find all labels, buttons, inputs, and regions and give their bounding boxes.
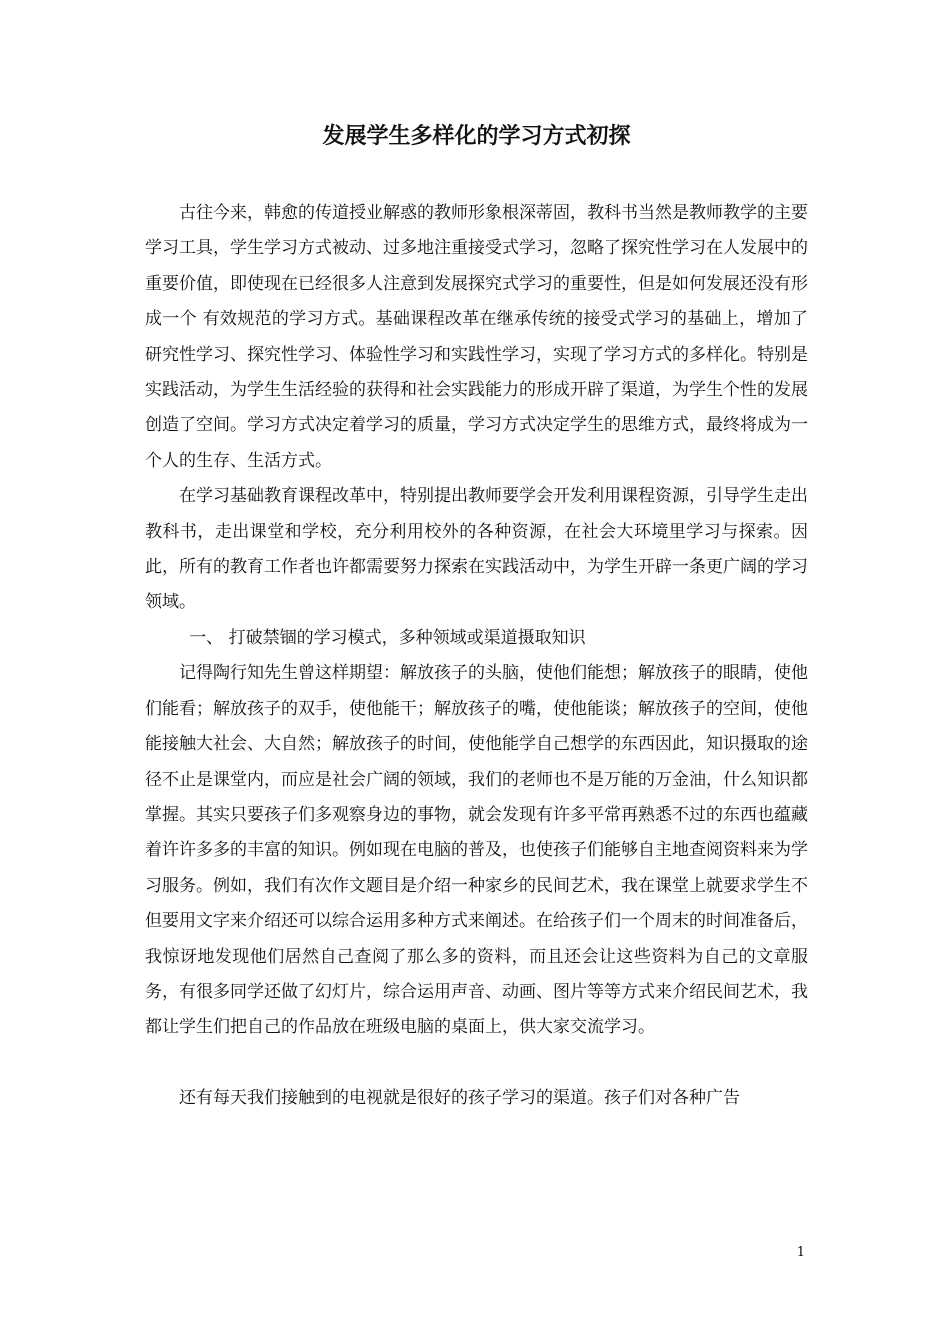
paragraph: 还有每天我们接触到的电视就是很好的孩子学习的渠道。孩子们对各种广告 <box>179 1087 740 1108</box>
paragraph: 古往今来，韩愈的传道授业解惑的教师形象根深蒂固，教科书当然是教师教学的主要学习工具，学生学习方式被动、过多地注重接受式学习，忽略了探究性学习在人发展中的重要价值，即使现在已经很多人注意到发展探究式学习的重要性，但是如何发展还没有形成一个 有效规范的学习方式。基础课程改革在继承传统的接受式学习的基础上，增加了研究性学习、探究性学习、体验性学习和实践性学习，实现了学习方式的多样化。特别是实践活动，为学生生活经验的获得和社会实践能力的形成开辟了渠道，为学生个性的发展创造了空间。学习方式决定着学习的质量，学习方式决定学生的思维方式，最终将成为一个人的生存、生活方式。 <box>145 203 808 471</box>
section-heading: 一、 打破禁锢的学习模式，多种领域或渠道摄取知识 <box>189 627 586 648</box>
paragraph: 记得陶行知先生曾这样期望：解放孩子的头脑，使他们能想；解放孩子的眼睛，使他们能看；解放孩子的双手，使他能干；解放孩子的嘴，使他能谈；解放孩子的空间，使他能接触大社会、大自然；解放孩子的时间，使他能学自己想学的东西因此，知识摄取的途径不止是课堂内，而应是社会广阔的领域，我们的老师也不是万能的万金油，什么知识都掌握。其实只要孩子们多观察身边的事物，就会发现有许多平常再熟悉不过的东西也蕴藏着许许多多的丰富的知识。例如现在电脑的普及，也使孩子们能够自主地查阅资料来为学习服务。例如，我们有次作文题目是介绍一种家乡的民间艺术，我在课堂上就要求学生不但要用文字来介绍还可以综合运用多种方式来阐述。在给孩子们一个周末的时间准备后，我惊讶地发现他们居然自己查阅了那么多的资料，而且还会让这些资料为自己的文章服务，有很多同学还做了幻灯片，综合运用声音、动画、图片等等方式来介绍民间艺术，我都让学生们把自己的作品放在班级电脑的桌面上，供大家交流学习。 <box>145 663 808 1038</box>
document-title: 发展学生多样化的学习方式初探 <box>322 123 631 149</box>
paragraph-spacer <box>145 1046 808 1081</box>
page-number: 1 <box>796 1245 805 1260</box>
document-body <box>145 196 808 1116</box>
paragraph: 在学习基础教育课程改革中，特别提出教师要学会开发利用课程资源，引导学生走出教科书，走出课堂和学校，充分利用校外的各种资源，在社会大环境里学习与探索。因此，所有的教育工作者也许都需要努力探索在实践活动中，为学生开辟一条更广阔的学习领域。 <box>145 486 808 613</box>
